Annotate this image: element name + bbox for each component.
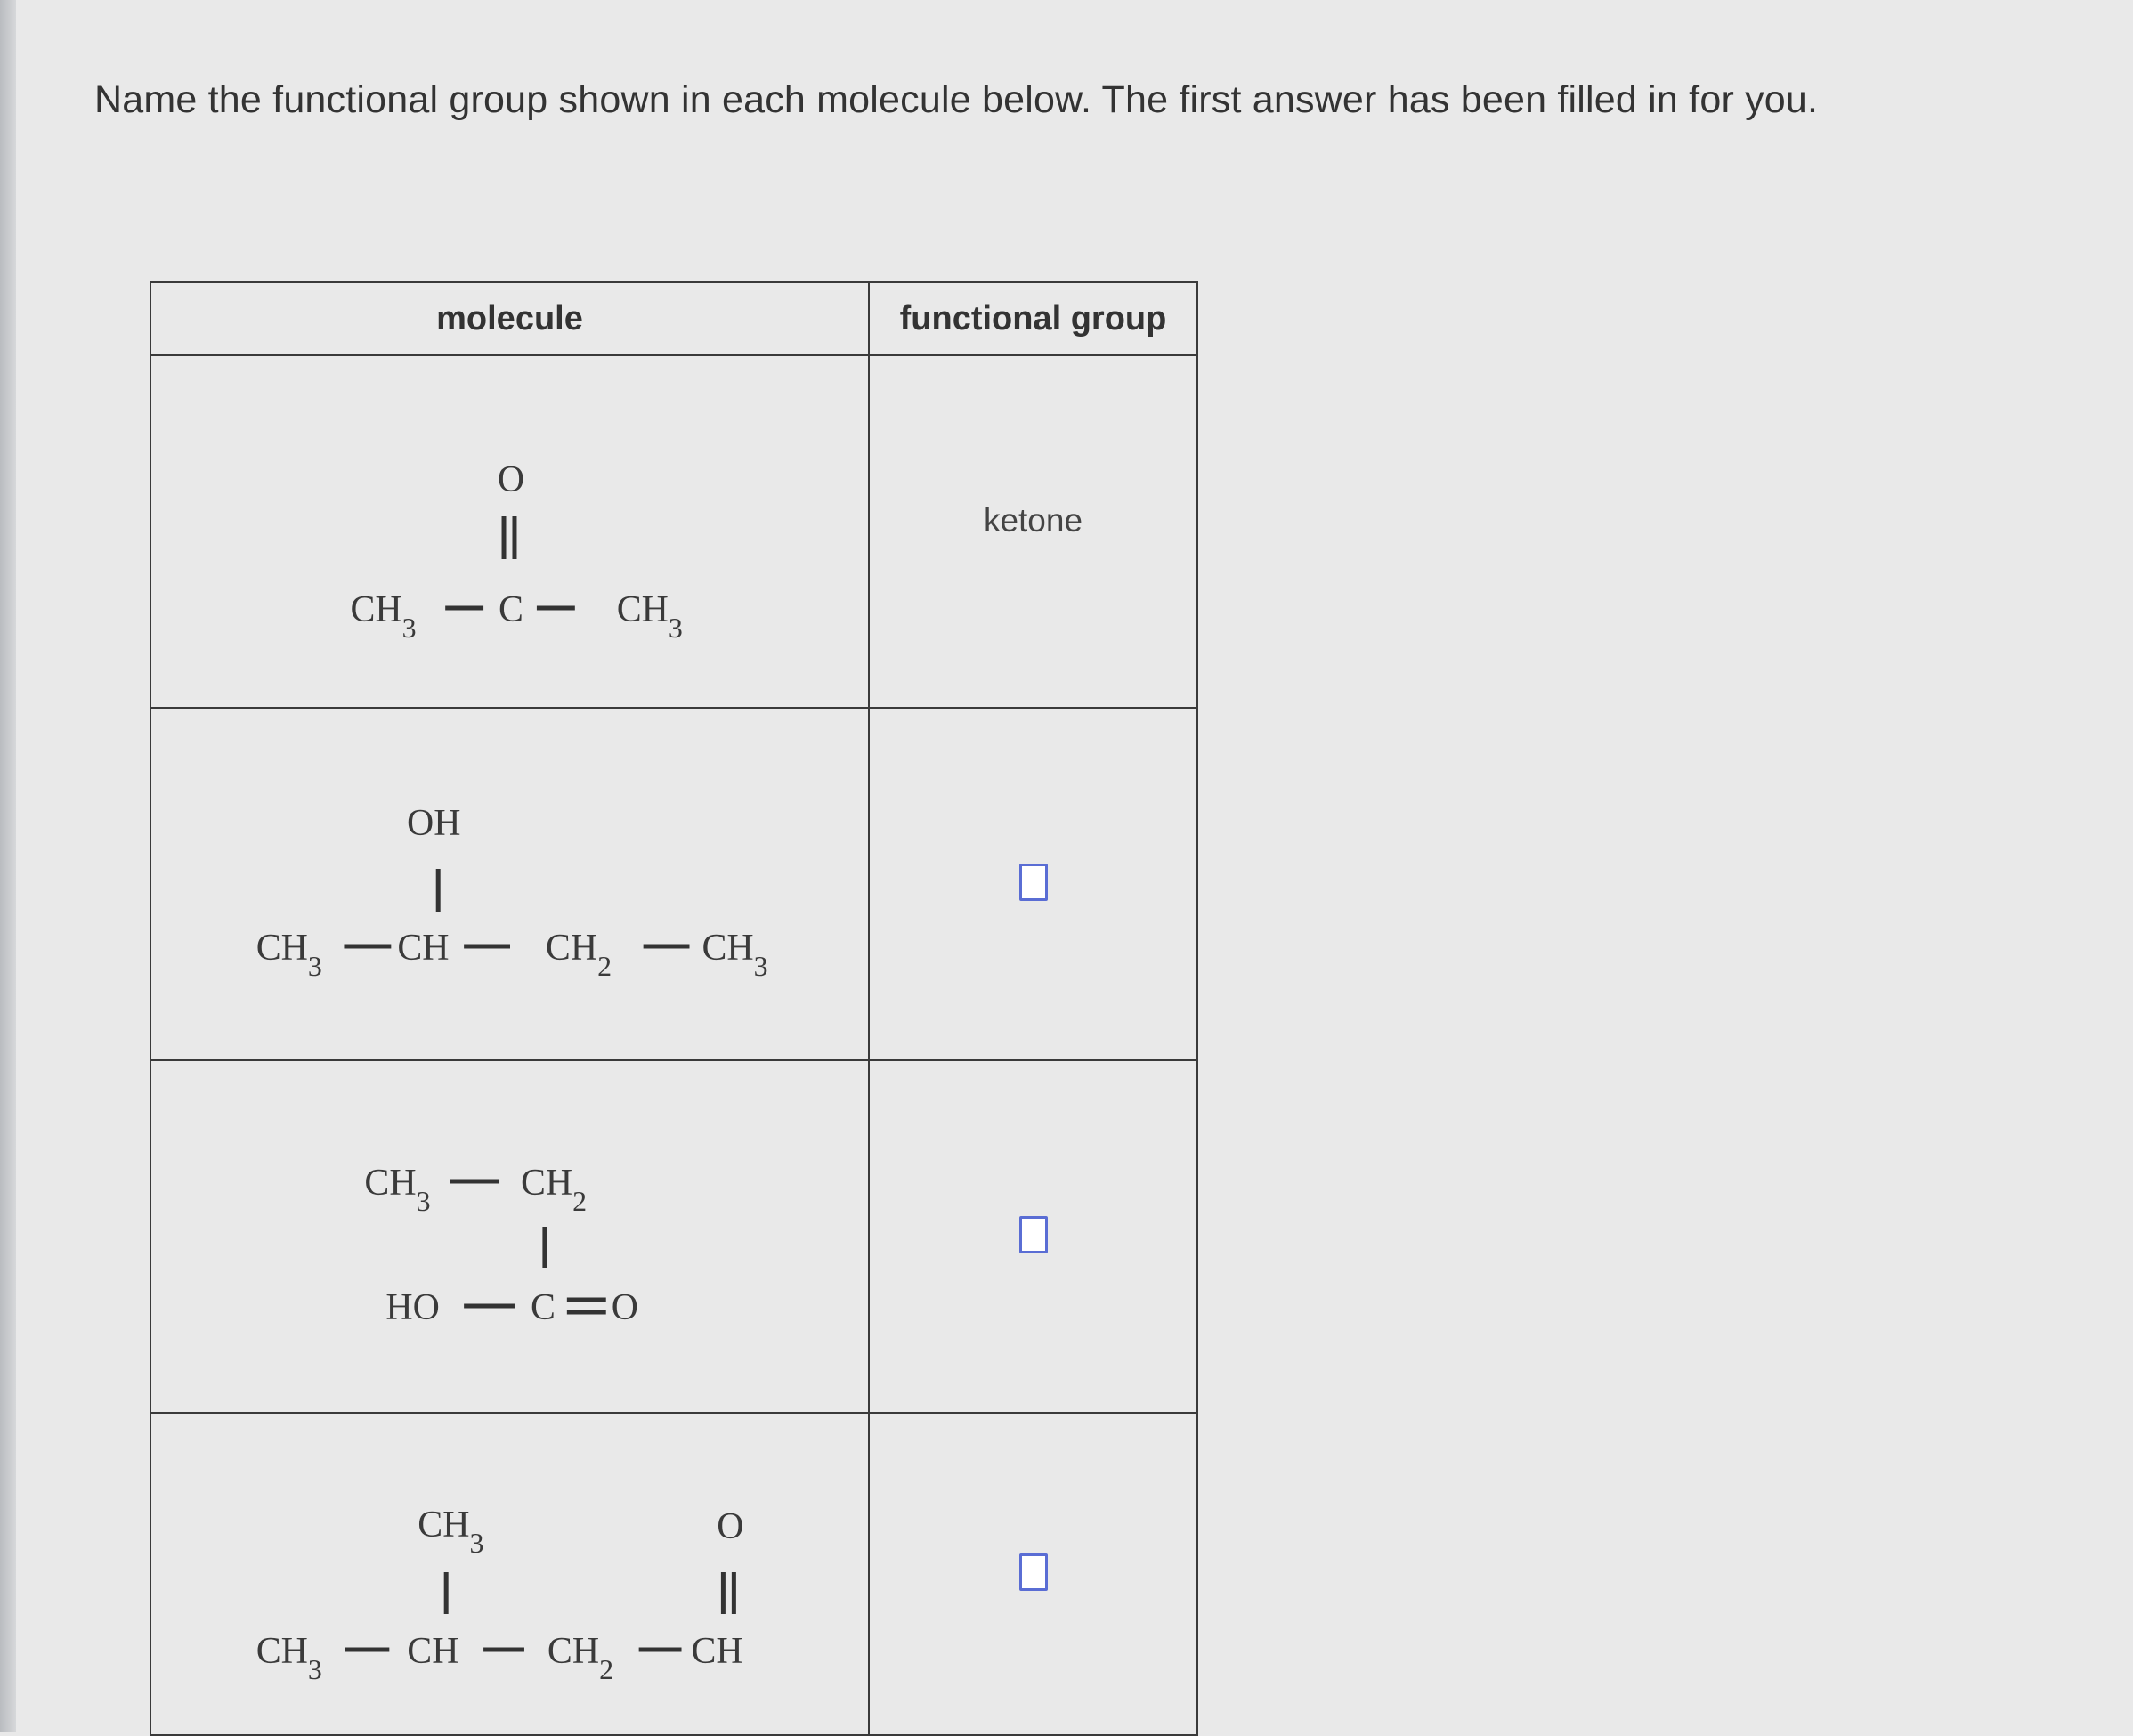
answer-cell-1: [869, 355, 1197, 708]
atom-oh: OH: [406, 802, 461, 845]
answer-text-ketone: ketone: [983, 502, 1083, 539]
atom-ch: CH: [407, 1630, 459, 1673]
table-row: [150, 355, 1197, 708]
atom-ch2: $CH_2$: [547, 1630, 614, 1686]
atom-ch2: $CH_2$: [520, 1162, 588, 1218]
answer-cell-4: [869, 1413, 1197, 1735]
table-row: [150, 1060, 1197, 1413]
molecule-structure-1: [151, 356, 868, 707]
atom-c: C: [499, 588, 523, 631]
molecule-structure-4: [151, 1414, 868, 1734]
question-prompt: Name the functional group shown in each molecule below. The first answer has been filled in for you.: [94, 78, 1819, 121]
molecule-structure-3: [151, 1061, 868, 1412]
molecule-structure-2: [151, 709, 868, 1059]
molecule-cell-2: [150, 708, 869, 1060]
atom-ch3-end: $CH_3$: [702, 927, 768, 983]
atom-o: O: [497, 458, 525, 501]
atom-ch3: $CH_3$: [255, 1630, 322, 1686]
functional-group-table: [150, 281, 1198, 1736]
header-functional-group: functional group: [869, 282, 1197, 355]
screen-left-edge: [0, 0, 16, 1732]
answer-cell-2: [869, 708, 1197, 1060]
atom-ch-aldehyde: CH: [691, 1630, 743, 1673]
table-row: [150, 708, 1197, 1060]
atom-c: C: [530, 1286, 556, 1329]
molecule-cell-3: [150, 1060, 869, 1413]
atom-o: O: [717, 1505, 744, 1548]
atom-ch3: $CH_3$: [364, 1162, 431, 1218]
answer-cell-3: [869, 1060, 1197, 1413]
atom-ch3: $CH_3$: [255, 927, 322, 983]
answer-input-4[interactable]: [1019, 1553, 1048, 1591]
atom-ch2: $CH_2$: [545, 927, 612, 983]
table-row: [150, 1413, 1197, 1735]
atom-ho: HO: [385, 1286, 440, 1329]
answer-input-3[interactable]: [1019, 1216, 1048, 1253]
molecule-cell-1: [150, 355, 869, 708]
molecule-cell-4: [150, 1413, 869, 1735]
atom-ch3-left: $CH_3$: [350, 588, 417, 645]
answer-input-2[interactable]: [1019, 864, 1048, 901]
atom-ch3-right: $CH_3$: [616, 588, 683, 645]
atom-ch: CH: [397, 927, 450, 969]
header-molecule: molecule: [150, 282, 869, 355]
atom-o: O: [611, 1286, 638, 1329]
table-header-row: [150, 282, 1197, 355]
atom-ch3-branch: $CH_3$: [418, 1504, 484, 1560]
